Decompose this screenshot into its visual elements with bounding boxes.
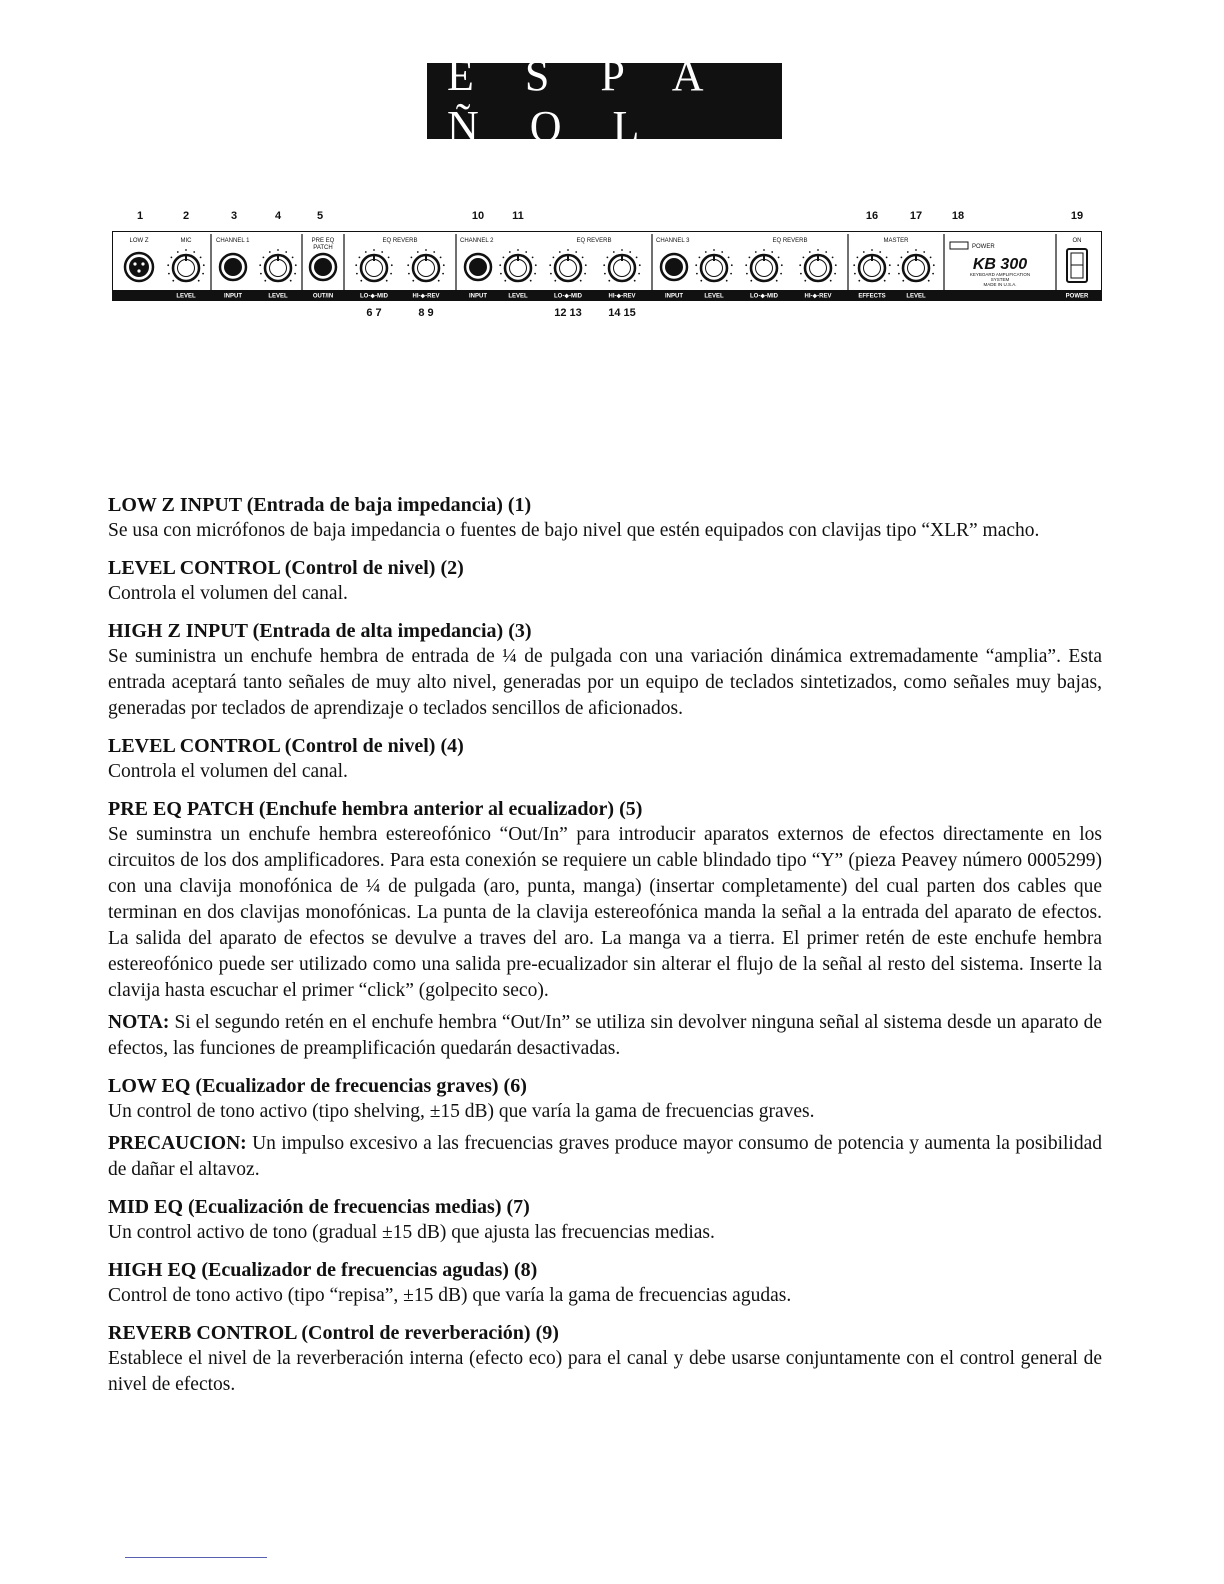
section-title: LOW EQ (Ecualizador de frecuencias graves) (6) [108, 1075, 527, 1097]
label-mic: MIC [180, 238, 192, 244]
section-body: Se suminstra un enchufe hembra estereofónico “Out/In” para introducir aparatos externos de efectos directamente en los circuitos de los dos amplificadores. Para esta conexión se requiere un cable blindado tipo “Y” (pieza Peavey número 0005299) con una clavija monofónica de ¼ de pulgada (aro, punta, manga) (insertar completamente) del cual parten dos cables que terminan en dos clavijas monofónicas. La punta de la clavija estereofónica manda la señal a la entrada del aparato de efectos. La salida del aparato de efectos se devulve a traves del aro. La manga va a tierra. El primer retén de este enchufe hembra estereofónico puede ser utilizado como una salida pre-ecualizador sin alterar el flujo de la señal al resto del sistema. Inserte la clavija hasta escuchar el primer “click” (golpecito seco). [108, 824, 1102, 1001]
footer-rule [125, 1557, 267, 1558]
callout-16: 16 [865, 210, 879, 222]
callout-4: 4 [274, 210, 282, 222]
strip-label-ch2-level: LEVEL [508, 293, 528, 300]
section-high-eq [108, 1257, 1102, 1309]
section-title: MID EQ (Ecualización de frecuencias medias) (7) [108, 1196, 530, 1218]
section-title: PRE EQ PATCH (Enchufe hembra anterior al ecualizador) (5) [108, 798, 643, 820]
section-high-z-input [108, 618, 1102, 722]
strip-label-ch2-input: INPUT [469, 293, 487, 300]
note-label: PRECAUCION: [108, 1133, 247, 1154]
label-power-indicator: POWER [972, 244, 995, 250]
callout-1: 1 [136, 210, 144, 222]
strip-label-ch3-hi-rev: HI-◆-REV [804, 293, 832, 300]
section-body: Controla el volumen del canal. [108, 583, 348, 604]
strip-label-master-level: LEVEL [906, 293, 926, 300]
xlr-low-z-jack[interactable] [125, 253, 153, 281]
section-title: REVERB CONTROL (Control de reverberación) (9) [108, 1322, 559, 1344]
section-low-eq [108, 1073, 1102, 1183]
label-patch: PATCH [313, 245, 333, 251]
section-body: Un control activo de tono (gradual ±15 dB) que ajusta las frecuencias medias. [108, 1222, 715, 1243]
panel-svg [112, 206, 1102, 321]
strip-label-ch1-lo-mid: LO-◆-MID [360, 293, 388, 300]
callout-2: 2 [182, 210, 190, 222]
strip-label-ch3-lo-mid: LO-◆-MID [750, 293, 778, 300]
section-body: Controla el volumen del canal. [108, 761, 348, 782]
label-pre-eq: PRE EQ [311, 238, 335, 244]
header-title: E S P A Ñ O L [447, 51, 722, 151]
strip-label-power: POWER [1065, 293, 1089, 300]
section-title: LEVEL CONTROL (Control de nivel) (4) [108, 735, 464, 757]
strip-label-ch2-lo-mid: LO-◆-MID [554, 293, 582, 300]
callout-17: 17 [909, 210, 923, 222]
section-level-control-2 [108, 555, 1102, 607]
section-pre-eq-patch [108, 796, 1102, 1062]
brand-model: KB 300 [972, 256, 1028, 273]
brand-line-1: KEYBOARD AMPLIFICATION [969, 272, 1031, 277]
label-channel-2: CHANNEL 2 [460, 238, 494, 244]
pre-eq-patch-jack[interactable] [310, 254, 336, 280]
page-header [427, 51, 782, 151]
note-text: Si el segundo retén en el enchufe hembra “Out/In” se utiliza sin devolver ninguna señal al sistema desde un aparato de efectos, las funciones de preamplificación quedarán desactivadas. [108, 1012, 1102, 1059]
section-note [108, 1010, 1102, 1062]
callout-6-7: 6 7 [366, 307, 382, 319]
strip-label-ch1-input: INPUT [224, 293, 242, 300]
strip-label-out-in: OUT/IN [312, 293, 334, 300]
label-eq-reverb-3: EQ REVERB [772, 238, 808, 244]
callout-14-15: 14 15 [608, 307, 636, 319]
note-label: NOTA: [108, 1012, 170, 1033]
strip-label-ch3-level: LEVEL [704, 293, 724, 300]
section-title: HIGH EQ (Ecualizador de frecuencias agudas) (8) [108, 1259, 538, 1281]
section-body: Se usa con micrófonos de baja impedancia o fuentes de bajo nivel que estén equipados con clavijas tipo “XLR” macho. [108, 520, 1040, 541]
strip-label-effects: EFFECTS [858, 293, 886, 300]
callout-18: 18 [951, 210, 965, 222]
section-body: Se suministra un enchufe hembra de entrada de ¼ de pulgada con una variación dinámica extremadamente “amplia”. Esta entrada aceptará tanto señales de muy alto nivel, generadas por un equipo de teclados sintetizados, como señales muy bajas, generadas por teclados de aprendizaje o teclados sencillos de aficionados. [108, 646, 1102, 719]
label-channel-3: CHANNEL 3 [656, 238, 690, 244]
label-eq-reverb-2: EQ REVERB [576, 238, 612, 244]
section-body: Control de tono activo (tipo “repisa”, ±15 dB) que varía la gama de frecuencias agudas. [108, 1285, 792, 1306]
callout-3: 3 [230, 210, 238, 222]
panel-label-strip [112, 290, 1102, 300]
label-eq-reverb-1: EQ REVERB [382, 238, 418, 244]
brand-line-3: MADE IN U.S.A. [983, 282, 1017, 287]
callout-11: 11 [512, 210, 524, 222]
channel-3-input-jack[interactable] [661, 254, 687, 280]
strip-label-ch1-hi-rev: HI-◆-REV [412, 293, 440, 300]
section-body: Un control de tono activo (tipo shelving, ±15 dB) que varía la gama de frecuencias graves. [108, 1101, 815, 1122]
section-level-control-4 [108, 733, 1102, 785]
channel-1-input-jack[interactable] [220, 254, 246, 280]
callout-12-13: 12 13 [554, 307, 582, 319]
brand-line-2: SYSTEM [990, 277, 1010, 282]
strip-label-ch2-hi-rev: HI-◆-REV [608, 293, 636, 300]
note-text: Un impulso excesivo a las frecuencias graves produce mayor consumo de potencia y aumenta la posibilidad de dañar el altavoz. [108, 1133, 1102, 1180]
label-master: MASTER [883, 238, 909, 244]
section-note [108, 1131, 1102, 1183]
strip-label-mic-level: LEVEL [176, 293, 196, 300]
label-channel-1: CHANNEL 1 [216, 238, 250, 244]
section-reverb-control [108, 1320, 1102, 1398]
callout-8-9: 8 9 [418, 307, 434, 319]
amplifier-front-panel-diagram [112, 206, 1102, 321]
section-body: Establece el nivel de la reverberación interna (efecto eco) para el canal y debe usarse conjuntamente con el control general de nivel de efectos. [108, 1348, 1102, 1395]
label-on: ON [1072, 238, 1082, 244]
section-title: LEVEL CONTROL (Control de nivel) (2) [108, 557, 464, 579]
section-low-z-input [108, 492, 1102, 544]
strip-label-ch1-level: LEVEL [268, 293, 288, 300]
strip-label-ch3-input: INPUT [665, 293, 683, 300]
channel-2-input-jack[interactable] [465, 254, 491, 280]
callout-10: 10 [471, 210, 485, 222]
callout-5: 5 [316, 210, 324, 222]
section-title: LOW Z INPUT (Entrada de baja impedancia) (1) [108, 494, 532, 516]
document-body [108, 492, 1102, 1409]
section-mid-eq [108, 1194, 1102, 1246]
callout-19: 19 [1070, 210, 1084, 222]
power-switch[interactable] [1067, 249, 1087, 282]
label-low-z: LOW Z [129, 238, 149, 244]
section-title: HIGH Z INPUT (Entrada de alta impedancia) (3) [108, 620, 532, 642]
